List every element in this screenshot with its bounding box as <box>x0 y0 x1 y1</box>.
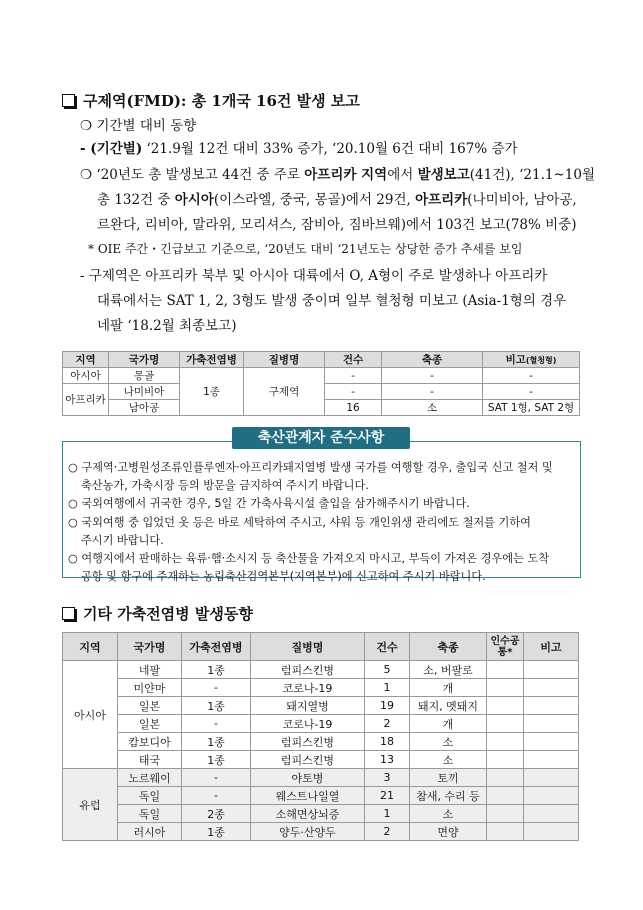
fmd-note: * OIE 주간・긴급보고 기준으로, ‘20년도 대비 ‘21년도는 상당한 증가 추세를 보임 <box>88 242 523 256</box>
notice-item-2: ○ 국외여행에서 귀국한 경우, 5일 간 가축사육시설 출입을 삼가해주시기 바랍니다. <box>68 497 470 510</box>
notice-item-3a: ○ 국외여행 중 입었던 옷 등은 바로 세탁하여 주시고, 샤워 등 개인위생 관리에도 철저를 기하여 <box>68 516 531 529</box>
fmd-subheading: ❍ 기간별 대비 동향 <box>80 118 197 134</box>
col-region: 지역 <box>63 352 109 368</box>
col-count: 건수 <box>325 352 382 368</box>
fmd-2020-line-c: 르완다, 리비아, 말라위, 모리셔스, 잠비아, 짐바브웨)에서 103건 보고(78% 비중) <box>97 217 577 233</box>
col-class: 가축전염병 <box>180 352 244 368</box>
table-row: 아시아 네팔 1종 럼피스킨병 5 소, 버팔로 <box>63 661 579 679</box>
fmd-2020-line-a: ❍ ‘20년도 총 발생보고 44건 중 주로 아프리카 지역에서 발생보고(41건), ‘21.1~10월 <box>80 167 595 183</box>
table-row: 캄보디아 1종 럼피스킨병 18 소 <box>63 733 579 751</box>
other-disease-table <box>62 632 579 841</box>
section-other-title: 기타 가축전염병 발생동향 <box>62 603 253 624</box>
fmd-period-line: - (기간별) ‘21.9월 12건 대비 33% 증가, ‘20.10월 6건 대비 167% 증가 <box>80 141 518 157</box>
table-row: 독일 - 웨스트나일열 21 참새, 수리 등 <box>63 787 579 805</box>
fmd-serotype-line-a: - 구제역은 아프리카 북부 및 아시아 대륙에서 O, A형이 주로 발생하나 아프리카 <box>80 268 548 284</box>
table-row: 독일 2종 소해면상뇌증 1 소 <box>63 805 579 823</box>
table-header-row: 지역 국가명 가축전염병 질병명 건수 축종 인수공통* 비고 <box>63 633 579 661</box>
table-row: 아시아 몽골 1종 구제역 - - - <box>63 368 580 384</box>
table-row: 아프리카 나미비아 - - - <box>63 384 580 400</box>
notice-item-1b: 축산농가, 가축시장 등의 방문을 금지하여 주시기 바랍니다. <box>81 479 369 492</box>
fmd-serotype-line-b: 대륙에서는 SAT 1, 2, 3형도 발생 중이며 일부 혈청형 미보고 (Asia-1형의 경우 <box>97 293 567 309</box>
square-bullet-icon <box>62 94 75 107</box>
col-remark: 비고(혈청형) <box>483 352 580 368</box>
fmd-table <box>62 351 580 416</box>
notice-item-4a: ○ 여행지에서 판매하는 육류·햄·소시지 등 축산물을 가져오지 마시고, 부득이 가져온 경우에는 도착 <box>68 552 550 565</box>
table-row: 러시아 1종 양두·산양두 2 면양 <box>63 823 579 841</box>
table-row: 유럽 노르웨이 - 야토병 3 토끼 <box>63 769 579 787</box>
table-row: 미얀마 - 코로나-19 1 개 <box>63 679 579 697</box>
section-fmd-title: 구제역(FMD): 총 1개국 16건 발생 보고 <box>62 90 360 111</box>
table-row: 일본 1종 돼지열병 19 돼지, 멧돼지 <box>63 697 579 715</box>
notice-item-1a: ○ 구제역·고병원성조류인플루엔자·아프리카돼지열병 발생 국가를 여행할 경우, 출입국 신고 철저 및 <box>68 461 553 474</box>
table-row: 남아공 16 소 SAT 1형, SAT 2형 <box>63 400 580 416</box>
table-row: 일본 - 코로나-19 2 개 <box>63 715 579 733</box>
table-header-row <box>63 352 580 368</box>
square-bullet-icon <box>62 607 75 620</box>
table-row: 태국 1종 럼피스킨병 13 소 <box>63 751 579 769</box>
fmd-2020-line-b: 총 132건 중 아시아(이스라엘, 중국, 몽골)에서 29건, 아프리카(나미비아, 남아공, <box>97 192 577 208</box>
notice-title: 축산관계자 준수사항 <box>232 427 410 449</box>
notice-item-4b: 공항 및 항구에 주재하는 농림축산검역본부(지역본부)에 신고하여 주시기 바랍니다. <box>81 570 486 583</box>
col-country: 국가명 <box>109 352 180 368</box>
col-disease: 질병명 <box>244 352 325 368</box>
fmd-serotype-line-c: 네팔 ‘18.2월 최종보고) <box>97 318 237 334</box>
notice-item-3b: 주시기 바랍니다. <box>81 534 164 547</box>
col-species: 축종 <box>382 352 483 368</box>
